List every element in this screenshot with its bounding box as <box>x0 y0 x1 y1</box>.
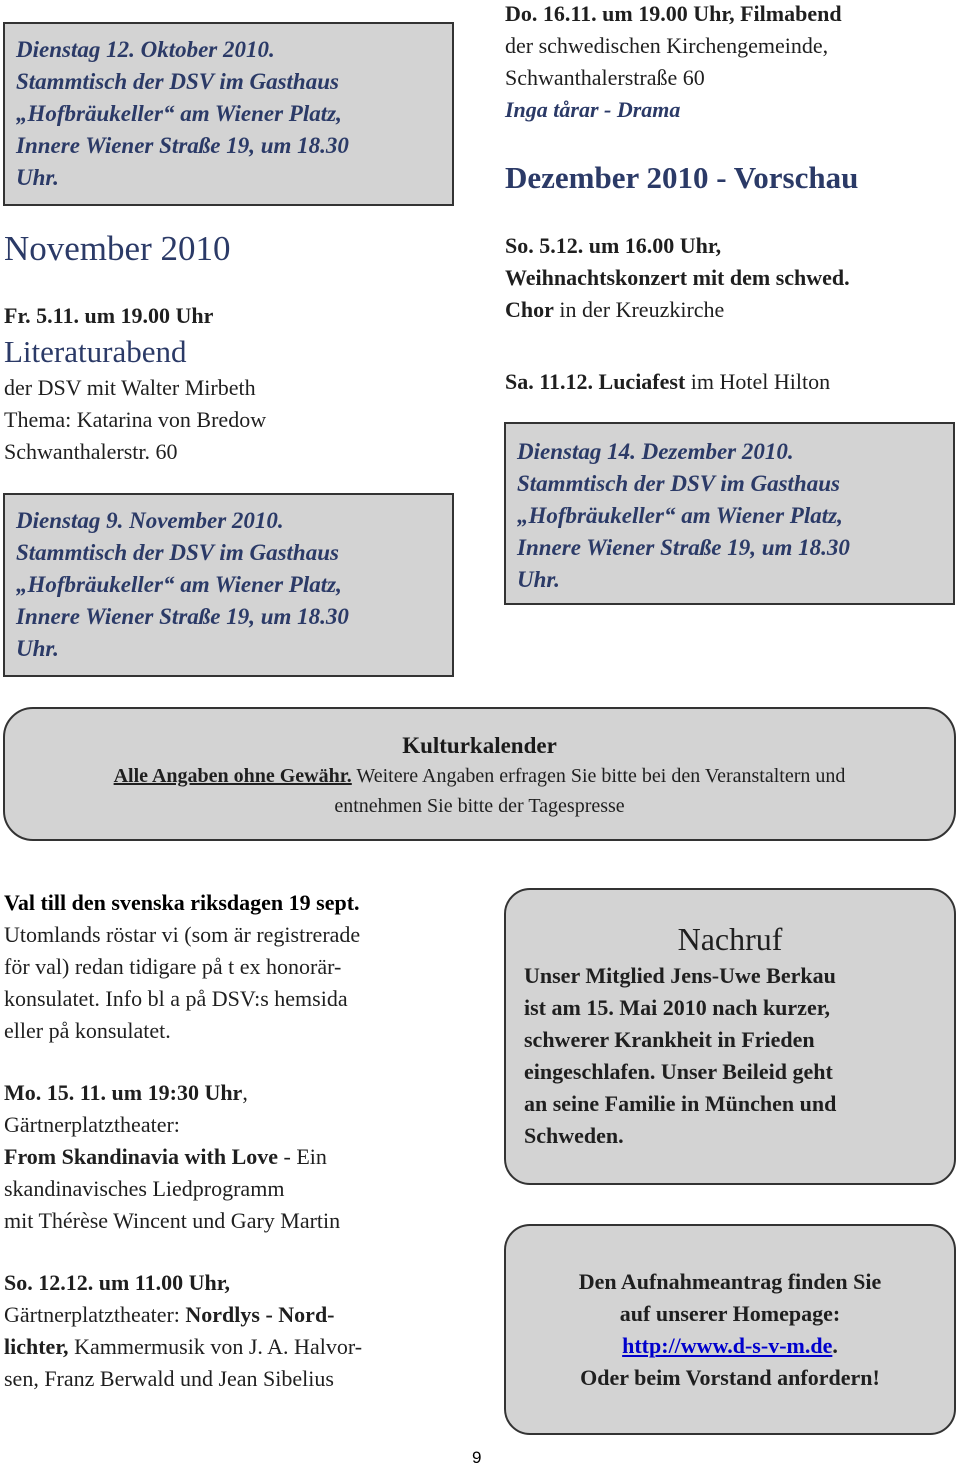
disclaimer-text: Weitere Angaben erfragen Sie bitte bei den Veranstaltern und <box>351 765 846 787</box>
membership-line: Den Aufnahmeantrag finden Sie <box>578 1269 882 1294</box>
election-line: eller på konsulatet. <box>4 1018 171 1043</box>
bottom-left-column <box>4 887 362 1395</box>
event-line: der schwedischen Kirchengemeinde, <box>505 33 829 58</box>
membership-link-line <box>506 1330 954 1362</box>
box-line: Stammtisch der DSV im Gasthaus <box>16 69 339 94</box>
box-line: Innere Wiener Straße 19, um 18.30 <box>517 535 850 560</box>
election-line: konsulatet. Info bl a på DSV:s hemsida <box>4 986 348 1011</box>
homepage-link[interactable]: http://www.d-s-v-m.de <box>622 1333 833 1358</box>
box-line: Innere Wiener Straße 19, um 18.30 <box>16 133 349 158</box>
election-line: Utomlands röstar vi (som är registrerade <box>4 922 361 947</box>
event-line: sen, Franz Berwald und Jean Sibelius <box>4 1366 334 1391</box>
event-film-title: Inga tårar - Drama <box>505 97 681 122</box>
event-line: der DSV mit Walter Mirbeth <box>4 375 256 400</box>
event-luciafest <box>505 366 830 398</box>
event-line <box>4 1331 362 1363</box>
month-heading-november: November 2010 <box>4 229 231 268</box>
box-line: Stammtisch der DSV im Gasthaus <box>517 471 840 496</box>
link-dot: . <box>832 1333 838 1358</box>
stammtisch-box-november <box>3 493 454 677</box>
membership-box <box>504 1224 956 1435</box>
stammtisch-box-december <box>504 422 955 605</box>
event-line: Weihnachtskonzert mit dem schwed. <box>505 265 850 290</box>
box-line: Dienstag 9. November 2010. <box>16 508 284 533</box>
event-date: Do. 16.11. um 19.00 Uhr, <box>505 1 735 26</box>
event-date-line <box>505 0 842 30</box>
event-date: Mo. 15. 11. um 19:30 Uhr <box>4 1080 243 1105</box>
nachruf-line: ist am 15. Mai 2010 nach kurzer, <box>524 995 830 1020</box>
event-title: lichter, <box>4 1334 69 1359</box>
box-line: Uhr. <box>16 165 59 190</box>
membership-line: Oder beim Vorstand anfordern! <box>580 1365 880 1390</box>
nachruf-line: eingeschlafen. Unser Beileid geht <box>524 1059 833 1084</box>
event-line <box>4 1141 362 1173</box>
event-weihnachtskonzert <box>505 230 850 326</box>
event-date: So. 5.12. um 16.00 Uhr, <box>505 233 722 258</box>
event-rest: - Ein <box>278 1144 327 1169</box>
membership-line: auf unserer Homepage: <box>619 1301 841 1326</box>
nachruf-line: Unser Mitglied Jens-Uwe Berkau <box>524 963 836 988</box>
nachruf-line: schwerer Krankheit in Frieden <box>524 1027 815 1052</box>
disclaimer: Alle Angaben ohne Gewähr. <box>113 765 352 787</box>
event-date-line <box>4 1077 362 1109</box>
box-line: Uhr. <box>16 636 59 661</box>
event-rest: in der Kreuzkirche <box>553 297 725 322</box>
event-bold: Chor <box>505 297 554 322</box>
event-date: So. 12.12. um 11.00 Uhr, <box>4 1270 230 1295</box>
event-date: Fr. 5.11. um 19.00 Uhr <box>4 303 214 328</box>
event-title: Nordlys - Nord- <box>185 1302 335 1327</box>
event-venue: Gärtnerplatztheater: <box>4 1302 186 1327</box>
event-title: From Skandinavia with Love <box>4 1144 279 1169</box>
box-line: Dienstag 12. Oktober 2010. <box>16 37 275 62</box>
box-line: „Hofbräukeller“ am Wiener Platz, <box>16 101 342 126</box>
election-line: för val) redan tidigare på t ex honorär- <box>4 954 342 979</box>
event-line: Schwanthalerstraße 60 <box>505 65 705 90</box>
kulturkalender-text-line: entnehmen Sie bitte der Tagespresse <box>334 795 625 817</box>
event-title: Literaturabend <box>4 334 187 369</box>
stammtisch-box-october <box>3 22 454 206</box>
event-line: Gärtnerplatztheater: <box>4 1112 180 1137</box>
event-line: skandinavisches Liedprogramm <box>4 1176 285 1201</box>
event-line: Thema: Katarina von Bredow <box>4 407 267 432</box>
event-bold: Sa. 11.12. Luciafest <box>505 369 686 394</box>
kulturkalender-text-line <box>5 761 954 791</box>
box-line: „Hofbräukeller“ am Wiener Platz, <box>517 503 843 528</box>
election-title: Val till den svenska riksdagen 19 sept. <box>4 890 360 915</box>
event-rest: Kammermusik von J. A. Halvor- <box>68 1334 363 1359</box>
event-comma: , <box>242 1080 248 1105</box>
event-line: Schwanthalerstr. 60 <box>4 439 178 464</box>
box-line: Uhr. <box>517 567 560 592</box>
event-type: Filmabend <box>734 1 842 26</box>
box-line: Stammtisch der DSV im Gasthaus <box>16 540 339 565</box>
nachruf-line: Schweden. <box>524 1123 624 1148</box>
event-line <box>505 294 850 326</box>
nachruf-line: an seine Familie in München und <box>524 1091 837 1116</box>
event-literaturabend <box>4 300 266 468</box>
kulturkalender-title: Kulturkalender <box>402 733 557 758</box>
preview-heading: Dezember 2010 - Vorschau <box>505 160 859 195</box>
nachruf-title: Nachruf <box>677 921 783 957</box>
event-line <box>4 1299 362 1331</box>
box-line: „Hofbräukeller“ am Wiener Platz, <box>16 572 342 597</box>
event-rest: im Hotel Hilton <box>685 369 831 394</box>
page-number: 9 <box>472 1448 482 1467</box>
box-line: Innere Wiener Straße 19, um 18.30 <box>16 604 349 629</box>
event-filmabend <box>505 0 842 126</box>
event-line: mit Thérèse Wincent und Gary Martin <box>4 1208 341 1233</box>
nachruf-box <box>504 888 956 1185</box>
kulturkalender-box <box>3 707 956 841</box>
box-line: Dienstag 14. Dezember 2010. <box>517 439 794 464</box>
